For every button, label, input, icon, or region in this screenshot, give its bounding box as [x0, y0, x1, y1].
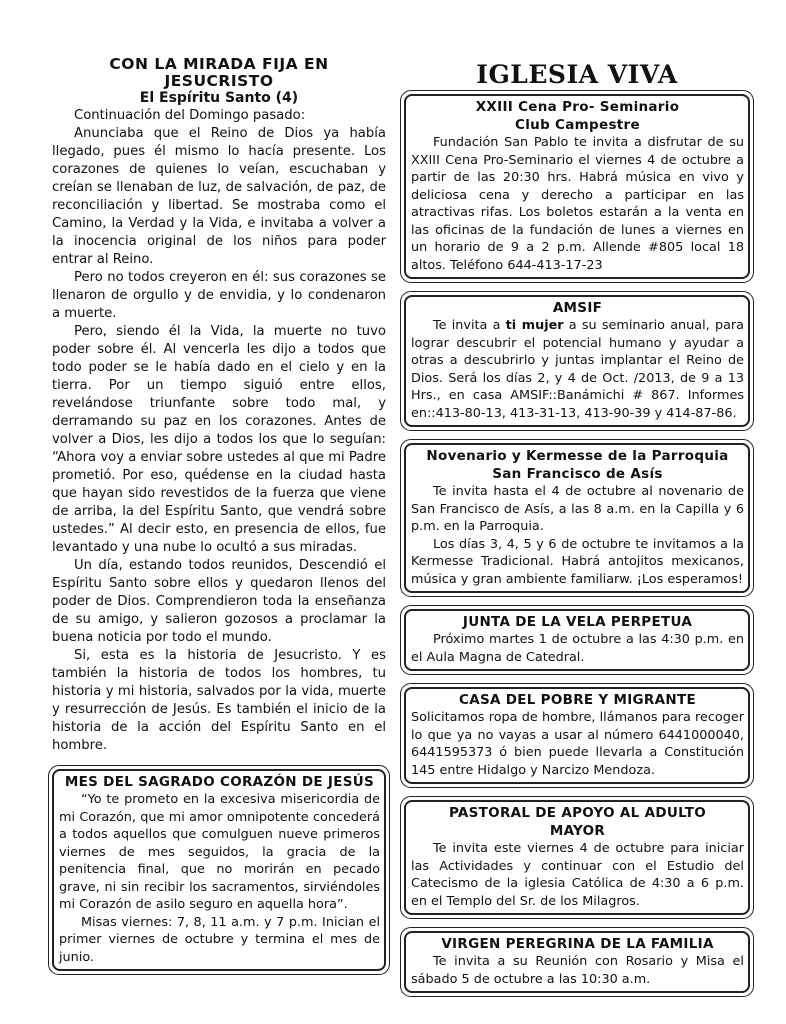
- article-paragraph: Anunciaba que el Reino de Dios ya había llegado, pues él mismo lo hacía presente. Los corazones de quienes lo veían, escuchaban y creían se llenaban de luz, de salvación, de paz, de reconciliación y libertad. Se mostraba como el Camino, la Verdad y la Vida, e invitaba a volver a la inocencia original de los niños para poder entrar al Reino.: [52, 126, 386, 267]
- casa-pobre-box: [404, 687, 750, 784]
- box-title: PASTORAL DE APOYO AL ADULTO MAYOR: [448, 805, 707, 839]
- vela-perpetua-box: [404, 609, 750, 671]
- box-paragraph: Te invita a su Reunión con Rosario y Misa el sábado 5 de octubre a las 10:30 a.m.: [411, 954, 744, 987]
- box-title: MES DEL SAGRADO CORAZÓN DE JESÚS: [64, 774, 375, 790]
- article-subtitle: El Espíritu Santo (4): [139, 90, 299, 106]
- box-paragraph: Fundación San Pablo te invita a disfrutar de su XXIII Cena Pro-Seminario el viernes 4 de octubre a partir de las 20:30 hrs. Habrá música en vivo y deliciosa cena y derecho a participar en las atractivas rifas. Los boletos estarán a la venta en las oficinas de la fundación de lunes a viernes en un horario de 9 a 2 p.m. Allende #805 local 18 altos. Teléfono 644-413-17-23: [411, 135, 744, 273]
- box-title: JUNTA DE LA VELA PERPETUA: [462, 614, 693, 630]
- cena-seminario-box: [404, 94, 750, 279]
- box-title: CASA DEL POBRE Y MIGRANTE: [458, 692, 697, 708]
- left-column: [52, 56, 386, 971]
- box-title: Novenario y Kermesse de la Parroquia San Francisco de Asís: [426, 448, 729, 482]
- box-paragraph: Solicitamos ropa de hombre, llámanos para recoger lo que ya no vayas a usar al número 6441000040, 6441595373 ó bien puede llevarla a Constitución 145 entre Hidalgo y Narcizo Mendoza.: [411, 710, 744, 778]
- article-paragraph: Continuación del Domingo pasado:: [74, 108, 306, 123]
- box-paragraph: Misas viernes: 7, 8, 11 a.m. y 7 p.m. Inician el primer viernes de octubre y termina el mes de junio.: [59, 914, 380, 965]
- sagrado-corazon-box: [52, 769, 386, 971]
- box-title: XXIII Cena Pro- Seminario Club Campestre: [475, 99, 680, 133]
- box-paragraph: “Yo te prometo en la excesiva misericordia de mi Corazón, que mi amor omnipotente concederá a todos aquellos que comulguen nueve primeros viernes de mes seguidos, la gracia de la penitencia final, que no morirán en pecado grave, ni sin recibir los sacramentos, sirviéndoles mi Corazón de asilo seguro en aquella hora”.: [59, 792, 380, 912]
- article-paragraph: Si, esta es la historia de Jesucristo. Y es también la historia de todos los hombres, tu historia y mi historia, salvados por la vida, muerte y resurrección de Jesús. Es también el inicio de la historia de la acción del Espíritu Santo en el hombre.: [52, 648, 386, 753]
- masthead-title: IGLESIA VIVA: [476, 60, 678, 89]
- box-title: VIRGEN PEREGRINA DE LA FAMILIA: [441, 936, 714, 952]
- novenario-box: [404, 443, 750, 593]
- virgen-peregrina-box: [404, 931, 750, 993]
- amsif-box: [404, 295, 750, 427]
- article-paragraph: Pero, siendo él la Vida, la muerte no tuvo poder sobre él. Al vencerla les dijo a todos que todo poder se le había dado en el cielo y en la tierra. Por un tiempo siguió entre ellos, revelándose triunfante sobre todo mal, y derramando su paz en los corazones. Antes de volver a Dios, les dijo a todos los que lo seguían: “Ahora voy a enviar sobre ustedes al que mi Padre prometió. Por eso, quédense en la ciudad hasta que hayan sido revestidos de la fuerza que viene de arriba, la del Espíritu Santo, que vendrá sobre ustedes.” Al decir esto, en presencia de ellos, fue levantado y una nube lo ocultó a sus miradas.: [52, 324, 386, 555]
- box-title: AMSIF: [552, 300, 603, 316]
- pastoral-adulto-box: [404, 800, 750, 915]
- article-paragraph: Pero no todos creyeron en él: sus corazones se llenaron de orgullo y de envidia, y lo condenaron a muerte.: [52, 270, 386, 321]
- article-title: CON LA MIRADA FIJA EN JESUCRISTO: [109, 55, 329, 90]
- box-paragraph: Próximo martes 1 de octubre a las 4:30 p.m. en el Aula Magna de Catedral.: [411, 632, 744, 665]
- right-column: [404, 62, 750, 993]
- box-paragraph: Los días 3, 4, 5 y 6 de octubre te invitamos a la Kermesse Tradicional. Habrá antojitos mexicanos, música y gran ambiente familiarw. ¡Los esperamos!: [411, 536, 744, 587]
- article-paragraph: Un día, estando todos reunidos, Descendió el Espíritu Santo sobre ellos y quedaron llenos del poder de Dios. Comprendieron toda la enseñanza de su amigo, y salieron gozosos a proclamar la buena noticia por todo el mundo.: [52, 558, 386, 645]
- box-paragraph: Te invita hasta el 4 de octubre al novenario de San Francisco de Asís, a las 8 a.m. en la Capilla y 6 p.m. en la Parroquia.: [411, 484, 744, 534]
- box-paragraph: Te invita a ti mujer a su seminario anual, para lograr descubrir el potencial humano y ayudar a otras a descubrirlo y juntas implantar el Reino de Dios. Será los días 2, y 4 de Oct. /2013, de 9 a 13 Hrs., en casa AMSIF::Banámichi # 867. Informes en::413-80-13, 413-31-13, 413-90-39 y 414-87-86.: [411, 318, 745, 421]
- box-paragraph: Te invita este viernes 4 de octubre para iniciar las Actividades y continuar con el Estudio del Catecismo de la iglesia Católica de 4:30 a 6 p.m. en el Templo del Sr. de los Milagros.: [411, 841, 744, 909]
